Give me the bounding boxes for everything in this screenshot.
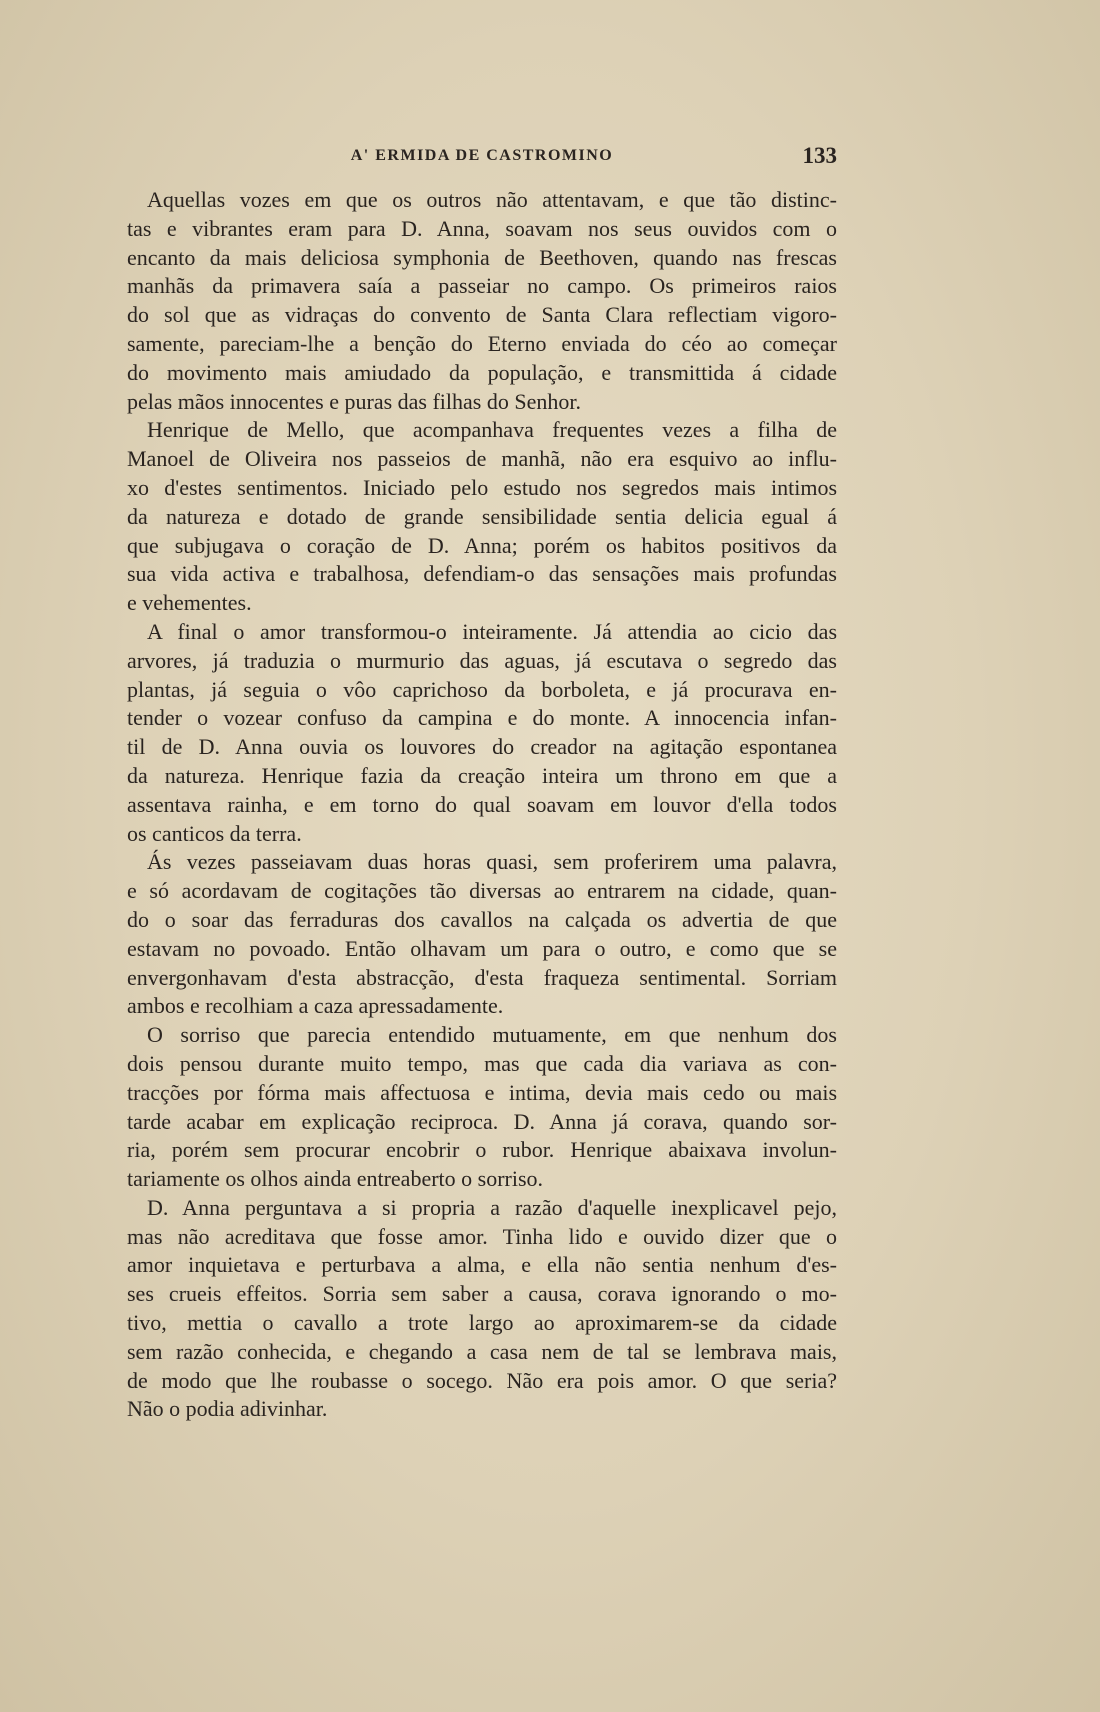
text-line: tracções por fórma mais affectuosa e intima, devia mais cedo ou mais xyxy=(127,1079,837,1105)
text-line: de modo que lhe roubasse o socego. Não era pois amor. O que seria? xyxy=(127,1367,837,1393)
text-line: do sol que as vidraças do convento de Santa Clara reflectiam vigoro- xyxy=(127,302,837,328)
text-line: tender o vozear confuso da campina e do monte. A innocencia infan- xyxy=(127,705,837,731)
body-text xyxy=(127,186,837,1424)
text-line: que subjugava o coração de D. Anna; porém os habitos positivos da xyxy=(127,532,837,558)
text-line: A final o amor transformou-o inteiramente. Já attendia ao cicio das xyxy=(147,618,837,644)
text-line: Não o podia adivinhar. xyxy=(127,1396,328,1422)
text-line: til de D. Anna ouvia os louvores do creador na agitação espontanea xyxy=(127,734,837,760)
text-line: tas e vibrantes eram para D. Anna, soavam nos seus ouvidos com o xyxy=(127,215,837,241)
text-line: xo d'estes sentimentos. Iniciado pelo estudo nos segredos mais intimos xyxy=(127,474,837,500)
text-line: plantas, já seguia o vôo caprichoso da borboleta, e já procurava en- xyxy=(127,676,837,702)
text-line: envergonhavam d'esta abstracção, d'esta fraqueza sentimental. Sorriam xyxy=(127,964,837,990)
text-line: ambos e recolhiam a caza apressadamente. xyxy=(127,993,504,1019)
text-line: Aquellas vozes em que os outros não attentavam, e que tão distinc- xyxy=(147,187,837,212)
text-line: e só acordavam de cogitações tão diversas ao entrarem na cidade, quan- xyxy=(127,878,837,904)
text-line: sem razão conhecida, e chegando a casa nem de tal se lembrava mais, xyxy=(127,1338,837,1364)
text-line: do movimento mais amiudado da população, e transmittida á cidade xyxy=(127,359,837,385)
text-line: tivo, mettia o cavallo a trote largo ao aproximarem-se da cidade xyxy=(127,1310,837,1336)
page-number: 133 xyxy=(802,143,837,168)
text-line: samente, pareciam-lhe a benção do Eterno enviada do céo ao começar xyxy=(127,330,837,356)
text-line: manhãs da primavera saía a passeiar no campo. Os primeiros raios xyxy=(127,273,837,299)
text-line: Henrique de Mello, que acompanhava frequentes vezes a filha de xyxy=(147,417,837,443)
text-line: encanto da mais deliciosa symphonia de Beethoven, quando nas frescas xyxy=(127,244,837,270)
page-header xyxy=(127,143,837,171)
text-line: assentava rainha, e em torno do qual soavam em louvor d'ella todos xyxy=(127,791,837,817)
text-line: os canticos da terra. xyxy=(127,820,302,846)
text-line: da natureza e dotado de grande sensibilidade sentia delicia egual á xyxy=(127,503,837,529)
text-line: D. Anna perguntava a si propria a razão d'aquelle inexplicavel pejo, xyxy=(147,1194,837,1220)
text-line: ria, porém sem procurar encobrir o rubor. Henrique abaixava involun- xyxy=(127,1137,837,1163)
text-line: Ás vezes passeiavam duas horas quasi, sem proferirem uma palavra, xyxy=(147,849,837,875)
text-line: mas não acreditava que fosse amor. Tinha lido e ouvido dizer que o xyxy=(127,1223,837,1249)
text-line: O sorriso que parecia entendido mutuamente, em que nenhum dos xyxy=(147,1022,837,1048)
running-head: A' ERMIDA DE CASTROMINO xyxy=(350,147,614,164)
text-line: do o soar das ferraduras dos cavallos na calçada os advertia de que xyxy=(127,906,837,932)
text-line: dois pensou durante muito tempo, mas que cada dia variava as con- xyxy=(127,1050,837,1076)
text-line: amor inquietava e perturbava a alma, e ella não sentia nenhum d'es- xyxy=(127,1252,837,1278)
text-line: e vehementes. xyxy=(127,590,252,616)
text-line: tariamente os olhos ainda entreaberto o sorriso. xyxy=(127,1166,544,1192)
text-line: tarde acabar em explicação reciproca. D. Anna já corava, quando sor- xyxy=(127,1108,837,1134)
text-line: estavam no povoado. Então olhavam um para o outro, e como que se xyxy=(127,935,837,961)
text-line: arvores, já traduzia o murmurio das aguas, já escutava o segredo das xyxy=(127,647,837,673)
text-line: da natureza. Henrique fazia da creação inteira um throno em que a xyxy=(127,762,837,788)
text-line: Manoel de Oliveira nos passeios de manhã, não era esquivo ao influ- xyxy=(127,446,837,472)
text-line: sua vida activa e trabalhosa, defendiam-o das sensações mais profundas xyxy=(127,561,837,587)
text-line: ses crueis effeitos. Sorria sem saber a causa, corava ignorando o mo- xyxy=(127,1281,837,1307)
text-line: pelas mãos innocentes e puras das filhas do Senhor. xyxy=(127,388,581,414)
